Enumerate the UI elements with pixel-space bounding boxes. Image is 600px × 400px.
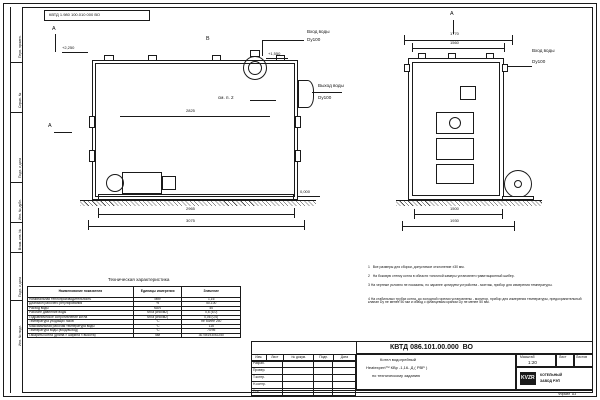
strip-label-5: Подп. и дата (18, 277, 22, 297)
strip-sep-6 (10, 300, 22, 301)
spec-r4-c1: МПа (кгс/см2) (133, 315, 182, 319)
dim-1770-t1 (404, 35, 405, 45)
role-date-3 (333, 382, 356, 389)
role-row-2 (252, 375, 356, 382)
dim-3075-label: 3075 (186, 218, 195, 223)
water-outlet-leader (312, 92, 342, 93)
see-note-leader (250, 100, 276, 101)
support-left-2 (89, 150, 95, 162)
role-row-3 (252, 382, 356, 389)
role-name-3 (282, 382, 313, 389)
strip-label-1: Справ. № (18, 92, 22, 108)
inlet-right-leader (508, 66, 532, 67)
spec-r3-c0: Рабочее давление воды (28, 311, 134, 315)
spec-r6-c2: 115 (182, 324, 241, 328)
nozzle-left-1 (104, 55, 114, 61)
note-1: 1 Все размеры для сборки, допустимое отклонение ±30 мм. (368, 265, 465, 269)
dim-1770-label: 1770 (450, 31, 459, 36)
top-designation-text: КВТД 1.980 100.010 000 ВО (49, 12, 100, 17)
inlet-right-label-2: Dy100 (532, 59, 546, 64)
elev-top-label: +2,250 (62, 45, 75, 50)
company-name: КОТЕЛЬНЫЙ (540, 373, 563, 377)
inlet-right-label-1: Вход воды (532, 48, 555, 53)
burner-motor (162, 176, 176, 190)
spec-r0-c1: МВт (133, 298, 182, 302)
nozzle-right-1 (418, 53, 426, 59)
strip-l1 (10, 7, 11, 393)
dim-1500-t1 (414, 209, 415, 219)
dim-3075-t2 (304, 220, 305, 230)
strip-label-3: Инв. № дубл. (18, 199, 22, 220)
company-sub: ЗАВОД РЭП (540, 379, 560, 383)
product-name-3: по техническому заданию (372, 373, 421, 378)
dim-1560-label: 1560 (450, 40, 459, 45)
spec-r8-c2: 3075х1930х2250 (182, 333, 241, 337)
sheet-label: Лист (559, 355, 567, 359)
spec-r1-c1: % (133, 302, 182, 306)
spec-r4-c2: 0,06 (0,6) (182, 315, 241, 319)
role-row-0 (252, 361, 356, 368)
spec-r0-c0: Номинальная теплопроизводительность (28, 298, 134, 302)
spec-r1-c0: Диапазон рабочего регулирования (28, 302, 134, 306)
burner-body (122, 172, 162, 194)
elev-top-line (62, 52, 88, 53)
role-sign-2 (313, 375, 332, 382)
strip-label-4: Взам. инв. № (18, 228, 22, 250)
spec-r0-c2: 1,16 (182, 298, 241, 302)
dim-2965-t1 (98, 208, 99, 218)
foundation-left (98, 194, 294, 200)
dim-2825-line (120, 116, 270, 117)
water-inlet-stub (250, 50, 260, 57)
note-4: 4 На стабильных трубах котла, до холодной горелки установлены - монитор, прибор для измерения температуры, предохранительный клапан Dy не менее 50 мм и обвод с фланцевым краном Dy не менее 50 мм. (368, 297, 582, 305)
water-inlet-flange-inner (248, 61, 262, 75)
format-label: Формат А3 (558, 392, 577, 396)
spec-r1-c2: 50-100 (182, 302, 241, 306)
elev-mid-label: +1,550 (268, 51, 281, 56)
spec-table-header-row (28, 287, 241, 298)
titleblock-top-line (251, 341, 593, 342)
nozzle-left-3 (212, 55, 221, 61)
role-label-3: Н.контр. (252, 382, 283, 389)
strip-sep-4 (10, 222, 22, 223)
dim-1560-line (412, 48, 504, 49)
section-a-left-bottom: А (48, 123, 52, 129)
designation-text: КВТД 086.101.00.000 ВО (390, 344, 473, 351)
spec-r5-c2: не более 250 (182, 320, 241, 324)
support-right (295, 116, 301, 128)
spec-r8-c1: мм (133, 333, 182, 337)
role-sign-1 (313, 368, 332, 375)
spec-r5-c0: Температура уходящих газов (28, 320, 134, 324)
dim-2965-label: 2965 (186, 206, 195, 211)
spec-r5-c1: °С (133, 320, 182, 324)
role-row-1 (252, 368, 356, 375)
see-note-label: см. п. 2 (218, 95, 234, 100)
module-mid (436, 138, 474, 160)
ground-hatch-right (396, 201, 542, 206)
change-col-3: Подп. (314, 355, 333, 362)
elev-mid-line (266, 58, 288, 59)
dim-2965-t2 (294, 208, 295, 218)
change-col-0: Изм. (252, 355, 267, 362)
dim-1560-t1 (412, 43, 413, 52)
ground-hatch-left (80, 201, 316, 206)
role-sign-0 (313, 361, 332, 368)
spec-table (27, 286, 241, 338)
product-name-1: Котел водогрейный (380, 357, 417, 362)
water-inlet-label-2: Dy100 (307, 37, 321, 42)
spec-r7-c0: Температура воды (вход/выход) (28, 329, 134, 333)
dim-1930-t2 (514, 221, 515, 231)
strip-sep-3 (10, 182, 22, 183)
spec-col-2: Значение (182, 287, 241, 298)
role-label-2: Т.контр. (252, 375, 283, 382)
sheets-label: Листов (576, 355, 588, 359)
section-a-left-top: А (52, 26, 56, 32)
strip-label-2: Подп. и дата (18, 158, 22, 178)
spec-r2-c2: 40 (182, 306, 241, 310)
module-hatch (449, 117, 461, 129)
spec-r2-c0: Расход воды (28, 306, 134, 310)
role-label-0: Разраб. (252, 361, 283, 368)
water-inlet-leader-v (262, 40, 263, 56)
section-a-left-bottom-line (54, 132, 72, 133)
spec-r3-c1: МПа (кгс/см2) (133, 311, 182, 315)
strip-sep-1 (10, 62, 22, 63)
nozzle-left-2 (148, 55, 157, 61)
spec-r4-c0: Гидравлическое сопротивление котла (28, 315, 134, 319)
role-date-2 (333, 375, 356, 382)
water-inlet-leader (262, 40, 304, 41)
dim-1500-t2 (502, 209, 503, 219)
dim-2965-line (98, 214, 294, 215)
dim-1930-t1 (402, 221, 403, 231)
dim-2825-label: 2825 (186, 108, 195, 113)
elev-base-line (298, 196, 320, 197)
dim-1500-label: 1500 (450, 206, 459, 211)
product-name-2: Heatexpert™ КВр -1,16- Д ( РВР ) (366, 365, 428, 370)
role-sign-3 (313, 382, 332, 389)
strip-sep-2 (10, 112, 22, 113)
logo-text: KVZR (521, 375, 535, 381)
dim-1770-t2 (512, 35, 513, 45)
section-b-label: В (206, 36, 210, 42)
inlet-right-stub (404, 64, 410, 72)
elev-base-label: 0,000 (300, 189, 311, 194)
dim-1930-line (402, 226, 514, 227)
spec-r6-c1: °С (133, 324, 182, 328)
scale-label: Масштаб (520, 355, 535, 359)
nozzle-right-2 (448, 53, 456, 59)
nozzle-right-3 (486, 53, 494, 59)
table-row (28, 333, 241, 337)
spec-col-0: Наименование показателя (28, 287, 134, 298)
fan-right-hub (514, 180, 522, 188)
module-bottom (436, 164, 474, 184)
spec-r2-c1: м3/ч (133, 306, 182, 310)
water-outlet-label-1: Выход воды (318, 83, 344, 88)
spec-r8-c0: Габариты котла (длина × ширина × высота) (28, 333, 134, 337)
spec-r6-c0: Максимальная рабочая температура воды (28, 324, 134, 328)
dim-1560-t2 (504, 43, 505, 52)
dim-1500-line (414, 214, 502, 215)
burner-fan (106, 174, 124, 192)
role-label-4: Утв. (252, 389, 283, 396)
note-3: 3 На чертеже условно не показаны, но заранее цитируем устройства - монтаж, прибор для измерения температуры. (368, 283, 553, 287)
support-left (89, 116, 95, 128)
role-name-0 (282, 361, 313, 368)
spec-r7-c2: 70/95 (182, 329, 241, 333)
strip-label-6: Инв. № подл. (18, 324, 22, 346)
spec-r7-c1: °С (133, 329, 182, 333)
section-a-right-top: А (450, 11, 454, 17)
dim-1930-label: 1930 (450, 218, 459, 223)
strip-sep-5 (10, 252, 22, 253)
support-right-2 (295, 150, 301, 162)
outlet-hood (298, 80, 314, 108)
dim-3075-line (88, 226, 304, 227)
note-2: 2 На боковую стенку котла в области топочной камеры установлен гравитационный шибер. (368, 274, 515, 278)
titleblock-left-line (251, 341, 252, 390)
water-outlet-label-2: Dy100 (318, 95, 332, 100)
spec-table-title: Техническая характеристика (108, 277, 170, 282)
role-label-1: Провер. (252, 368, 283, 375)
strip-label-0: Перв. примен. (18, 35, 22, 58)
spec-r3-c2: 0,6 (6,0) (182, 311, 241, 315)
spec-col-1: Единицы измерения (133, 287, 182, 298)
role-name-1 (282, 368, 313, 375)
section-a-left-top-line (55, 34, 56, 52)
dim-3075-t1 (88, 220, 89, 230)
scale-value: 1:20 (528, 360, 537, 365)
titleblock-bottom-line (251, 390, 593, 391)
role-name-2 (282, 375, 313, 382)
change-col-1: Лист (266, 355, 284, 362)
change-col-2: № докум. (284, 355, 314, 362)
role-date-1 (333, 368, 356, 375)
control-panel (460, 86, 476, 100)
role-date-0 (333, 361, 356, 368)
change-col-4: Дата (333, 355, 355, 362)
water-inlet-label-1: Вход воды (307, 29, 330, 34)
